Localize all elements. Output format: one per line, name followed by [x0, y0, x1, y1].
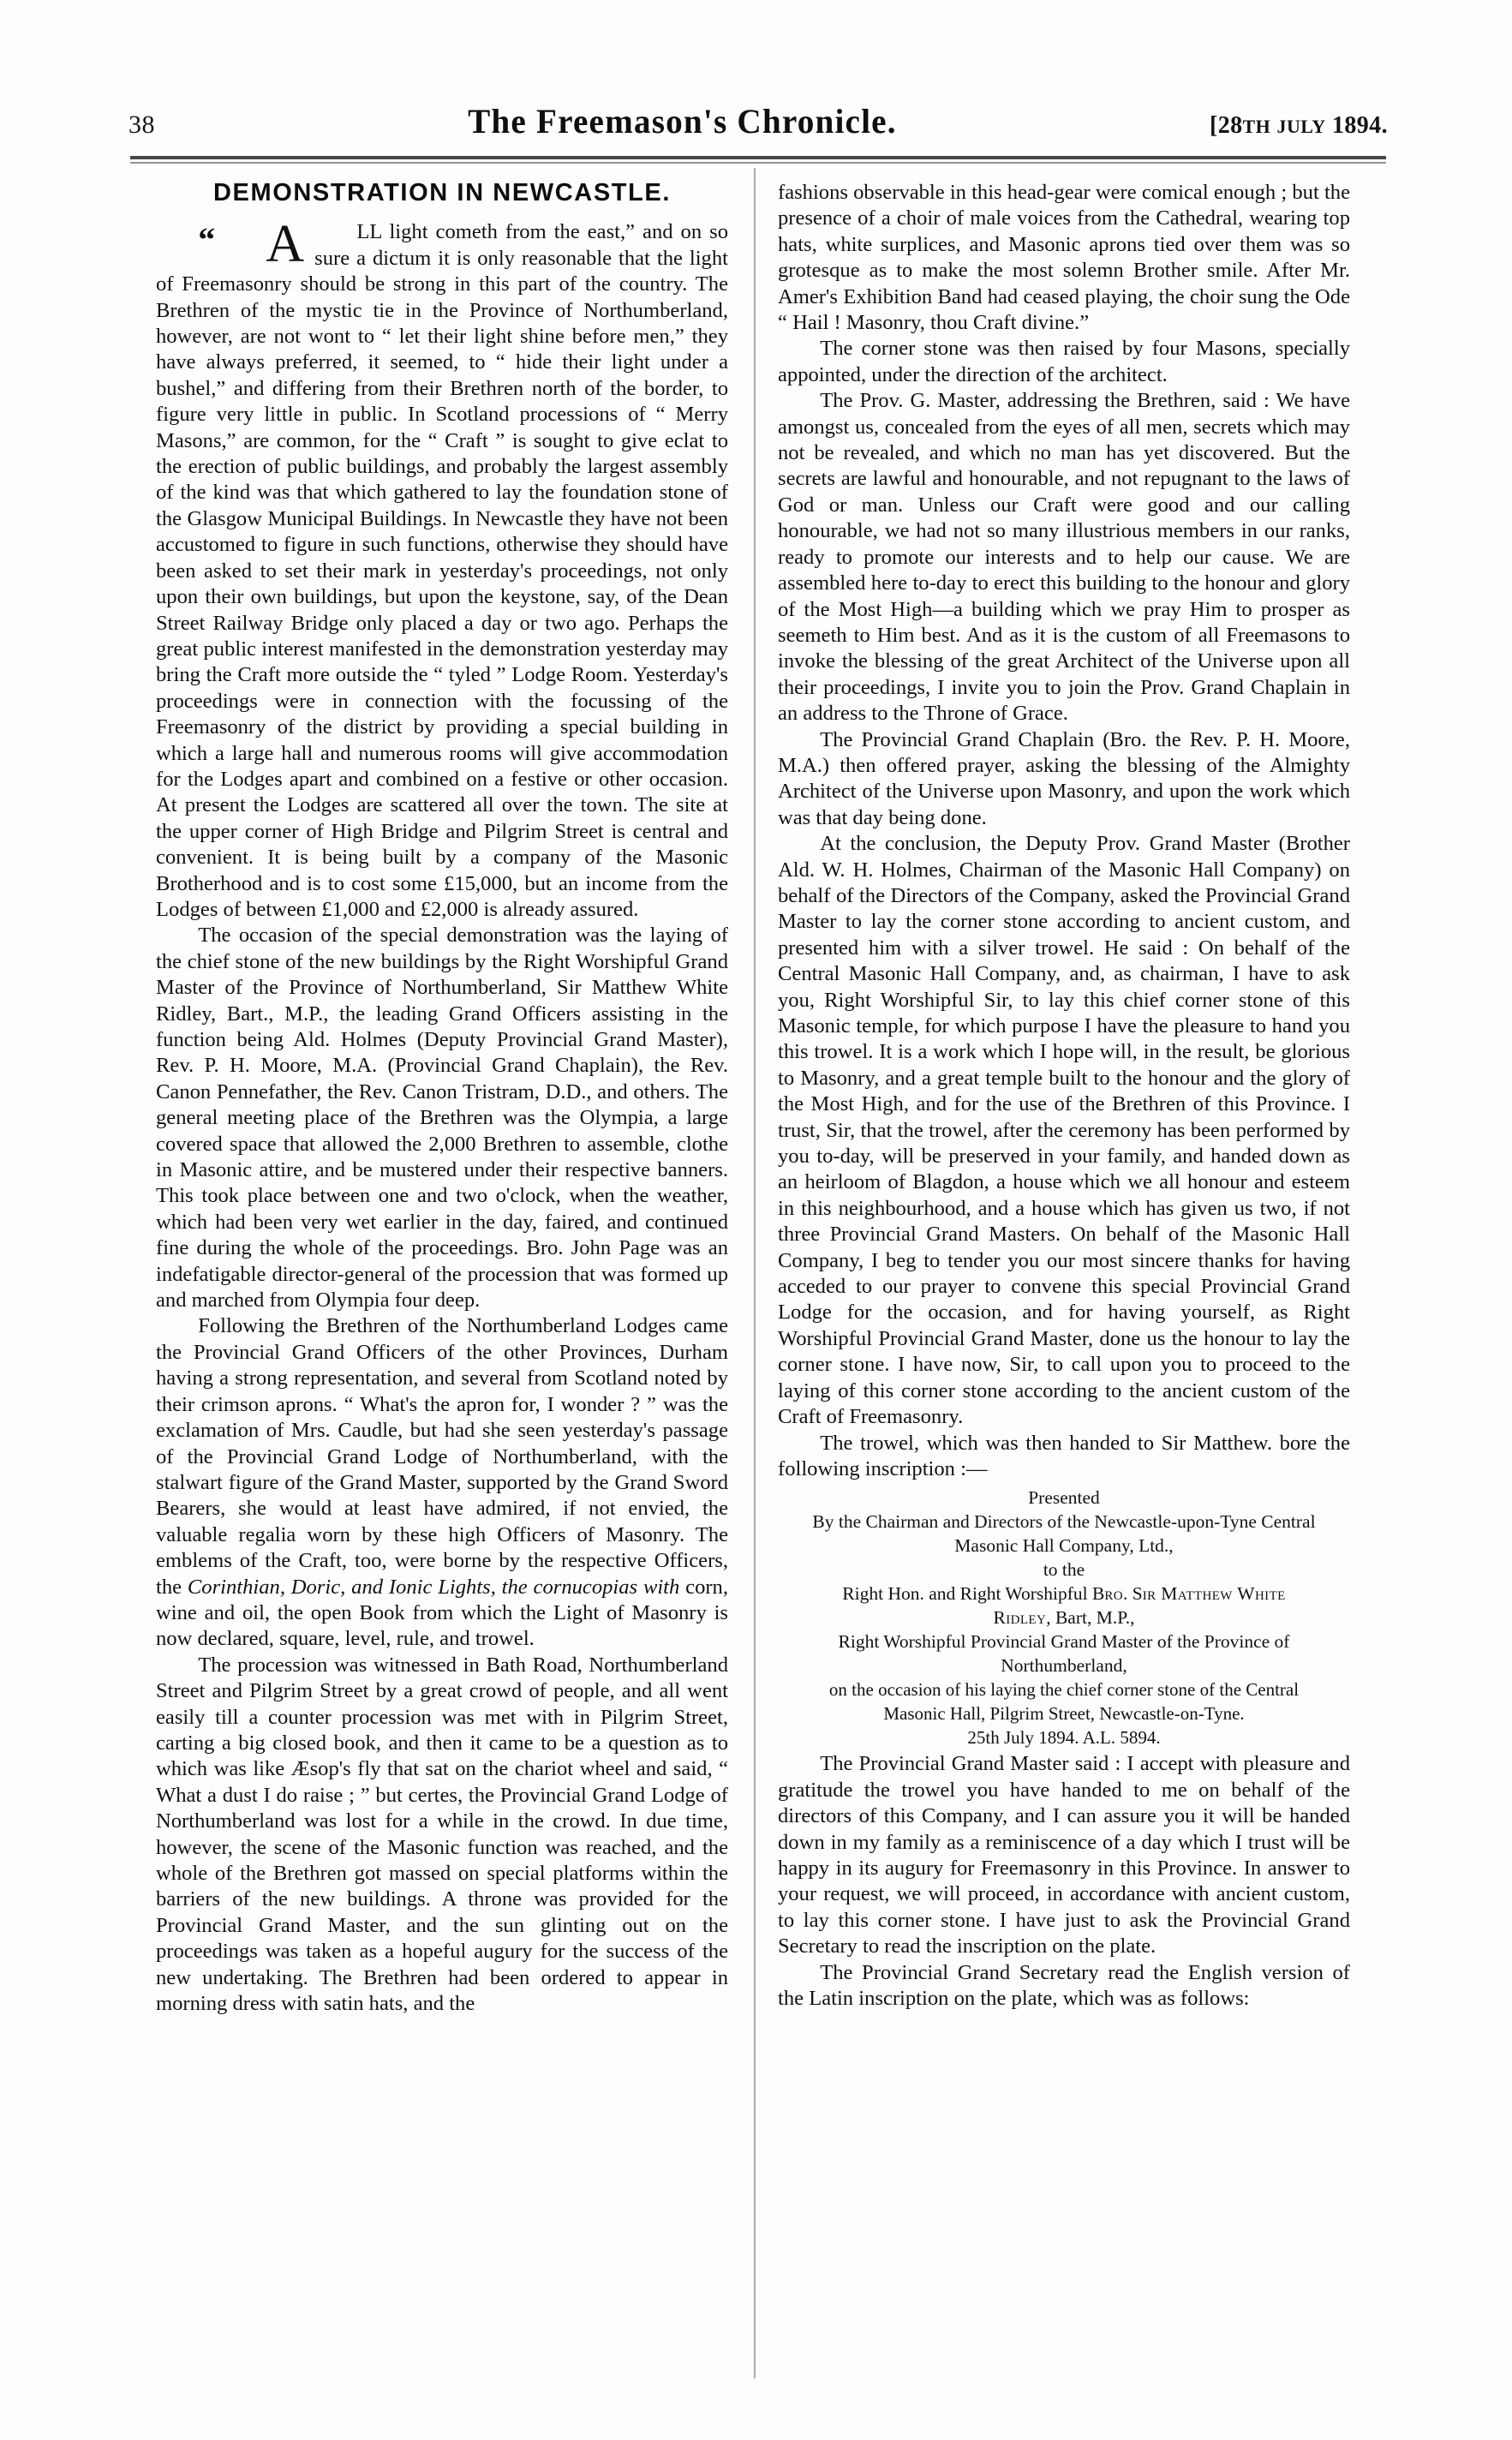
inscription-line-recipient-1 [778, 1582, 1350, 1606]
issue-date-month: JULY [1276, 116, 1326, 137]
emphasised-craft-lights: Corinthian, Doric, and Ionic Lights, the cornucopias with [187, 1575, 680, 1599]
right-column [778, 180, 1350, 2012]
running-head [128, 101, 1388, 151]
inscription-line-company-2: Masonic Hall Company, Ltd., [954, 1535, 1174, 1557]
column-divider-rule [754, 168, 756, 2378]
inscription-recipient-titles: , Bart, M.P., [1046, 1607, 1135, 1629]
opening-paragraph-text: LL light cometh from the east,” and on so sure a dictum it is only reasonable that the light of Freemasonry should be strong in this part of the country. The Brethren of the mystic tie in the Province of Northumberland, however, are not wont to “ let their light shine before men,” they have always preferred, it seemed, to “ hide their light under a bushel,” and differing from their Brethren north of the border, to figure very little in public. In Scotland processions of “ Merry Masons,” are common, for the “ Craft ” is sought to give eclat to the erection of public buildings, and probably the largest assembly of the kind was that which gathered to lay the foundation stone of the Glasgow Municipal Buildings. In Newcastle they have not been accustomed to figure in such functions, otherwise they should have been asked to set their mark in yesterday's proceedings, not only upon their own buildings, but upon the keystone, say, of the Dean Street Railway Bridge only placed a day or two ago. Perhaps the great public interest manifested in the demonstration yesterday may bring the Craft more outside the “ tyled ” Lodge Room. Yesterday's proceedings were in connection with the focussing of the Freemasonry of the district by providing a special building in which a large hall and numerous rooms will give accommodation for the Lodges apart and combined on a festive or other occasion. At present the Lodges are scattered all over the town. The site at the upper corner of High Bridge and Pilgrim Street is central and convenient. It is being built by a company of the Masonic Brotherhood and is to cost some £15,000, but an income from the Lodges of between £1,000 and £2,000 is already assured. [156, 220, 728, 921]
inscription-line-office-1: Right Worshipful Provincial Grand Master of the Province of [838, 1631, 1290, 1653]
inscription-line-recipient-2 [778, 1606, 1350, 1630]
issue-date-day-suffix: TH [1242, 116, 1271, 137]
paragraph-secretary-reads-plate: The Provincial Grand Secretary read the English version of the Latin inscription on the plate, which was as follows: [778, 1960, 1350, 2010]
opening-quotation-mark: “ [198, 220, 214, 260]
inscription-line-presented: Presented [1028, 1487, 1100, 1509]
inscription-line-to-the: to the [1043, 1559, 1085, 1581]
issue-date-year: 1894. [1331, 112, 1388, 139]
inscription-recipient-surname-smallcaps: Ridley [993, 1607, 1047, 1629]
header-rule [130, 156, 1386, 159]
paragraph-head-gear-continued: fashions observable in this head-gear were comical enough ; but the presence of a choir of male voices from the Cathedral, wearing top hats, white surplices, and Masonic aprons tied over them was so grotesque as to make the most solemn Brother smile. After Mr. Amer's Exhibition Band had ceased playing, the choir sung the Ode “ Hail ! Masonry, thou Craft divine.” [778, 181, 1350, 335]
article-opening-paragraph [156, 215, 728, 923]
issue-date-day: 28 [1217, 112, 1243, 139]
inscription-recipient-mid: . S [1123, 1583, 1143, 1605]
inscription-recipient-prefix: Right Hon. and Right Worshipful B [842, 1583, 1105, 1605]
drop-cap-letter: A [266, 215, 305, 274]
paragraph-grand-master-acceptance: The Provincial Grand Master said : I accept with pleasure and gratitude the trowel you have handed to me on behalf of the directors of this Company, and I can assure you it will be handed down in my family as a reminiscence of a day which I trust will be happy in its augury for Freemasonry in this Province. In answer to your request, we will proceed, in accordance with ancient custom, to lay this corner stone. I have just to ask the Provincial Grand Secretary to read the inscription on the plate. [778, 1752, 1350, 1959]
trowel-inscription-block [778, 1486, 1350, 1749]
header-rule-secondary [130, 162, 1386, 164]
paragraph-occasion: The occasion of the special demonstration was the laying of the chief stone of the new buildings by the Right Worshipful Grand Master of the Province of Northumberland, Sir Matthew White Ridley, Bart., M.P., the leading Grand Officers assisting in the function being Ald. Holmes (Deputy Provincial Grand Master), Rev. P. H. Moore, M.A. (Provincial Grand Chaplain), the Rev. Canon Pennefather, the Rev. Canon Tristram, D.D., and others. The general meeting place of the Brethren was the Olympia, a large covered space that allowed the 2,000 Brethren to assemble, clothe in Masonic attire, and be mustered under their respective banners. This took place between one and two o'clock, when the weather, which had been very wet earlier in the day, faired, and continued fine during the whole of the proceedings. Bro. John Page was an indefatigable director-general of the procession that was formed up and marched from Olympia four deep. [156, 924, 728, 1313]
inscription-line-occasion-1: on the occasion of his laying the chief corner stone of the Central [828, 1679, 1300, 1701]
issue-date-bracket: [ [1210, 112, 1218, 139]
paragraph-procession-order-part2: corn, wine and oil, the open Book from which the Light of Masonry is now declared, square, level, rule, and trowel. [156, 1575, 728, 1651]
publication-title: The Freemason's Chronicle. [468, 102, 897, 141]
paragraph-prov-grand-master-address: The Prov. G. Master, addressing the Brethren, said : We have amongst us, concealed from the eyes of all men, secrets which may not be revealed, and which no man has yet discovered. But the secrets are lawful and honourable, and not repugnant to the laws of God or man. Unless our Craft were good and our calling honourable, we had not so many illustrious members in our ranks, ready to promote our interests and to help our cause. We are assembled here to-day to erect this building to the honour and glory of the Most High—a building which we pray Him to prosper as seemeth to Him best. And as it is the custom of all Freemasons to invoke the blessing of the great Architect of the Universe upon all their proceedings, I invite you to join the Prov. Grand Chaplain in an address to the Throne of Grace. [778, 389, 1350, 726]
paragraph-procession-route: The procession was witnessed in Bath Road, Northumberland Street and Pilgrim Street by a great crowd of people, and all went easily till a counter procession was met with in Pilgrim Street, carting a big closed book, and then it came to be a question as to which was like Æsop's fly that sat on the chariot wheel and said, “ What a dust I do raise ; ” but certes, the Provincial Grand Lodge of Northumberland was lost for a while in the crowd. In due time, however, the scene of the Masonic function was reached, and the whole of the Brethren got massed on special platforms within the barriers of the new buildings. A throne was provided for the Provincial Grand Master, and the sun glinting out on the proceedings was taken as a hopeful augury for the success of the new undertaking. The Brethren had been ordered to appear in morning dress with satin hats, and the [156, 1653, 728, 2016]
issue-date [1210, 112, 1388, 140]
paragraph-deputy-grand-master-trowel: At the conclusion, the Deputy Prov. Grand Master (Brother Ald. W. H. Holmes, Chairman of the Masonic Hall Company) on behalf of the Directors of the Company, asked the Provincial Grand Master to lay the corner stone according to ancient custom, and presented him with a silver trowel. He said : On behalf of the Central Masonic Hall Company, and, as chairman, I have to ask you, Right Worshipful Sir, to lay this chief corner stone of this Masonic temple, for which purpose I have the pleasure to hand you this trowel. It is a work which I hope will, in the result, be glorious to Masonry, and a great temple built to the honour and the glory of the Most High, and for the use of the Brethren of this Province. I trust, Sir, that the trowel, after the ceremony has been performed by you to-day, will be preserved in your family, and handed down as an heirloom of Blagdon, a house which we all honour and esteem in this neighbourhood, and a house which has given us two, if not three Provincial Grand Masters. On behalf of the Masonic Hall Company, I beg to tender you our most sincere thanks for having acceded to our prayer to convene this special Provincial Grand Lodge for the occasion, and for having yourself, as Right Worshipful Provincial Grand Master, done us the honour to lay the corner stone. I have now, Sir, to call upon you to proceed to the laying of this corner stone according to the ancient custom of the Craft of Freemasonry. [778, 832, 1350, 1429]
paragraph-trowel-inscription-intro: The trowel, which was then handed to Sir Matthew. bore the following inscription :— [778, 1431, 1350, 1480]
inscription-line-date: 25th July 1894. A.L. 5894. [967, 1727, 1161, 1749]
inscription-recipient-name-smallcaps: ir Matthew White [1142, 1583, 1286, 1605]
paragraph-procession-order-part1: Following the Brethren of the Northumberland Lodges came the Provincial Grand Officers of the other Provinces, Durham having a strong representation, and several from Scotland noted by their crimson aprons. “ What's the apron for, I wonder ? ” was the exclamation of Mrs. Caudle, but had she seen yesterday's passage of the Provincial Grand Lodge of Northumberland, with the stalwart figure of the Grand Master, supported by the Grand Sword Bearers, she would at least have admired, if not envied, the valuable regalia worn by these high Officers of Masonry. The emblems of the Craft, too, were borne by the respective Officers, the [156, 1314, 728, 1599]
article-headline: DEMONSTRATION IN NEWCASTLE. [212, 179, 672, 206]
paragraph-corner-stone-raised: The corner stone was then raised by four Masons, specially appointed, under the direction of the architect. [778, 337, 1350, 386]
inscription-line-occasion-2: Masonic Hall, Pilgrim Street, Newcastle-on-Tyne. [883, 1703, 1245, 1725]
page-folio-number: 38 [128, 111, 155, 139]
inscription-line-office-2: Northumberland, [1001, 1655, 1127, 1677]
left-column [156, 180, 728, 2017]
paragraph-chaplain-prayer: The Provincial Grand Chaplain (Bro. the Rev. P. H. Moore, M.A.) then offered prayer, asking the blessing of the Almighty Architect of the Universe upon Masonry, and upon the work which was that day being done. [778, 727, 1350, 829]
inscription-line-company-1: By the Chairman and Directors of the Newcastle-upon-Tyne Central [812, 1511, 1316, 1533]
paragraph-procession-order [156, 1313, 728, 1652]
inscription-recipient-bro-smallcaps: ro [1104, 1583, 1123, 1605]
